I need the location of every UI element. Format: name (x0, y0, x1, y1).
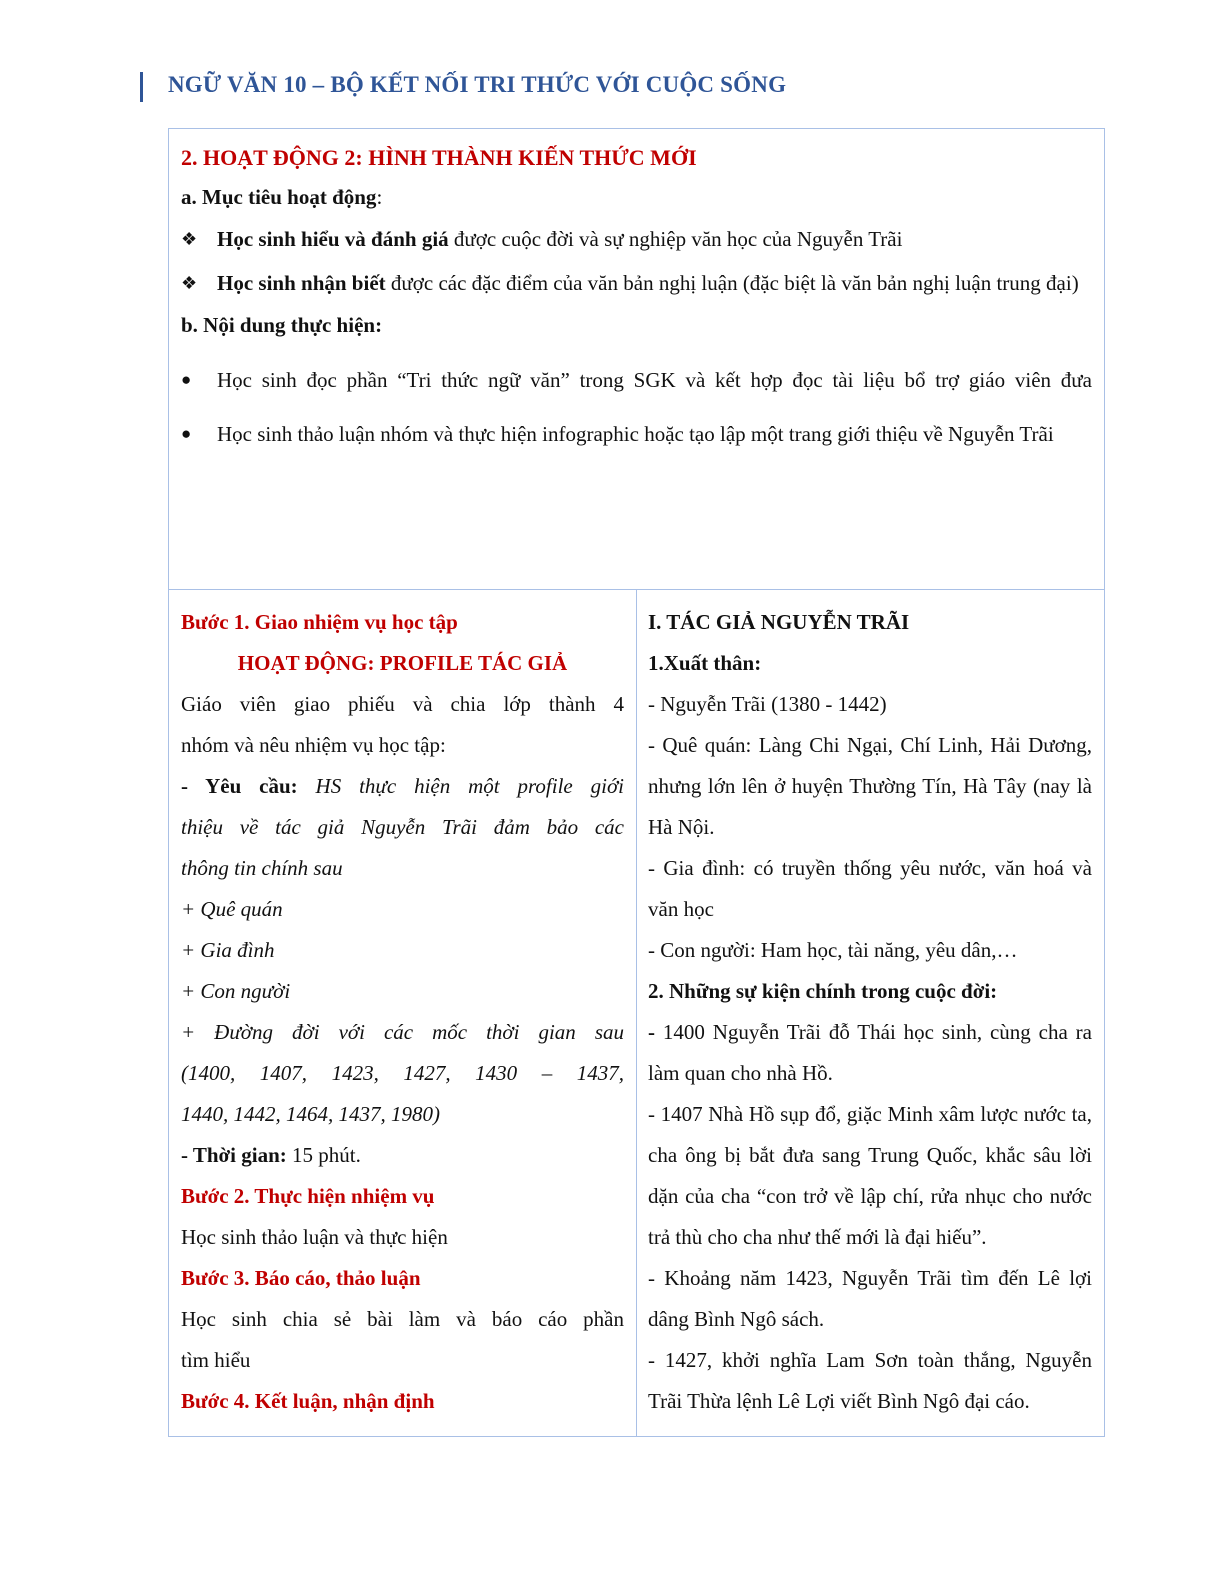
event-text: 1400 Nguyễn Trãi đỗ Thái học sinh, cùng cha ra (655, 1020, 1092, 1044)
origin-heading: 1.Xuất thân: (648, 651, 762, 675)
activity-row (169, 129, 1105, 590)
section-title: I. TÁC GIẢ NGUYỄN TRÃI (648, 610, 910, 634)
requirement-item: + Gia đình (181, 938, 275, 962)
requirement-line: thiệu về tác giả Nguyễn Trãi đảm bảo các (181, 815, 624, 839)
event-line: - 1427, khởi nghĩa Lam Sơn toàn thắng, Nguyễn (648, 1348, 1092, 1372)
family-line: - Gia đình: có truyền thống yêu nước, văn hoá và (648, 856, 1092, 880)
event-line: cha ông bị bắt đưa sang Trung Quốc, khắc sâu lời (648, 1143, 1092, 1167)
goal-item (181, 263, 1092, 303)
content-item-text: Học sinh thảo luận nhóm và thực hiện infographic hoặc tạo lập một trang giới thiệu về Nguyễn Trãi (217, 422, 1054, 446)
lesson-table (168, 128, 1105, 1437)
event-line: Trãi Thừa lệnh Lê Lợi viết Bình Ngô đại cáo. (648, 1389, 1030, 1413)
event-line (648, 1012, 1092, 1053)
dot-bullet-icon: ● (181, 424, 192, 443)
goal-label: a. Mục tiêu hoạt động (181, 185, 377, 209)
requirement-line (181, 766, 624, 807)
teacher-steps-cell (169, 590, 637, 1437)
event-line: - Khoảng năm 1423, Nguyễn Trãi tìm đến Lê lợi (648, 1266, 1092, 1290)
activity-name: HOẠT ĐỘNG: PROFILE TÁC GIẢ (237, 651, 568, 675)
page-header (140, 70, 1040, 102)
requirement-line: thông tin chính sau (181, 856, 343, 880)
time-label: - Thời gian: (181, 1143, 287, 1167)
step3-heading: Bước 3. Báo cáo, thảo luận (181, 1266, 421, 1290)
step2-heading: Bước 2. Thực hiện nhiệm vụ (181, 1184, 435, 1208)
steps-row (169, 590, 1105, 1437)
event-line: - 1407 Nhà Hồ sụp đổ, giặc Minh xâm lược nước ta, (648, 1102, 1092, 1126)
content-item-text: Học sinh đọc phần “Tri thức ngữ văn” trong SGK và kết hợp đọc tài liệu bổ trợ giáo viên đưa (217, 368, 1092, 392)
goal-text: được cuộc đời và sự nghiệp văn học của Nguyễn Trãi (448, 227, 903, 251)
event-line: dặn của cha “con trở về lập chí, rửa nhục cho nước (648, 1184, 1092, 1208)
header-accent-bar (140, 72, 143, 102)
requirement-label: - Yêu cầu: (181, 774, 298, 798)
author-notes-cell (637, 590, 1105, 1437)
events-heading: 2. Những sự kiện chính trong cuộc đời: (648, 979, 998, 1003)
goal-item (181, 219, 1092, 259)
timeline-line: 1440, 1442, 1464, 1437, 1980) (181, 1102, 440, 1126)
born-line: - Nguyễn Trãi (1380 - 1442) (648, 692, 887, 716)
header-title: NGỮ VĂN 10 – BỘ KẾT NỐI TRI THỨC VỚI CUỘC SỐNG (168, 72, 787, 97)
requirement-item: + Quê quán (181, 897, 283, 921)
event-dash: - (648, 1020, 655, 1044)
step4-heading: Bước 4. Kết luận, nhận định (181, 1389, 435, 1413)
intro-line: Giáo viên giao phiếu và chia lớp thành 4 (181, 692, 624, 716)
content-item (181, 360, 1092, 400)
step3-text: tìm hiểu (181, 1348, 251, 1372)
goal-text: được các đặc điểm của văn bản nghị luận (đặc biệt là văn bản nghị luận trung đại) (385, 271, 1079, 295)
goal-bold: Học sinh hiểu và đánh giá (217, 227, 449, 251)
step3-text: Học sinh chia sẻ bài làm và báo cáo phần (181, 1307, 624, 1331)
home-line: nhưng lớn lên ở huyện Thường Tín, Hà Tây (nay là (648, 774, 1092, 798)
activity-cell (169, 129, 1105, 590)
content-item (181, 414, 1092, 454)
time-line (181, 1135, 624, 1176)
goal-heading (181, 179, 1092, 215)
content-heading: b. Nội dung thực hiện: (181, 313, 383, 337)
home-line: - Quê quán: Làng Chi Ngại, Chí Linh, Hải Dương, (648, 733, 1092, 757)
step2-text: Học sinh thảo luận và thực hiện (181, 1225, 448, 1249)
family-line: văn học (648, 897, 714, 921)
person-line: - Con người: Ham học, tài năng, yêu dân,… (648, 938, 1018, 962)
home-line: Hà Nội. (648, 815, 715, 839)
step1-heading: Bước 1. Giao nhiệm vụ học tập (181, 610, 458, 634)
activity-title: 2. HOẠT ĐỘNG 2: HÌNH THÀNH KIẾN THỨC MỚI (181, 145, 697, 170)
diamond-bullet-icon: ❖ (181, 229, 198, 249)
requirement-item: + Con người (181, 979, 291, 1003)
event-line: trả thù cho cha như thế mới là đại hiếu”. (648, 1225, 987, 1249)
requirement-text: HS thực hiện một profile giới (297, 774, 624, 798)
goal-bold: Học sinh nhận biết (217, 271, 386, 295)
time-value: 15 phút. (286, 1143, 361, 1167)
dot-bullet-icon: ● (181, 370, 192, 389)
event-line: làm quan cho nhà Hồ. (648, 1061, 833, 1085)
event-line: dâng Bình Ngô sách. (648, 1307, 825, 1331)
timeline-line: (1400, 1407, 1423, 1427, 1430 – 1437, (181, 1061, 624, 1085)
intro-line: nhóm và nêu nhiệm vụ học tập: (181, 733, 446, 757)
diamond-bullet-icon: ❖ (181, 273, 198, 293)
goal-colon: : (376, 185, 383, 209)
timeline-line: + Đường đời với các mốc thời gian sau (181, 1020, 624, 1044)
